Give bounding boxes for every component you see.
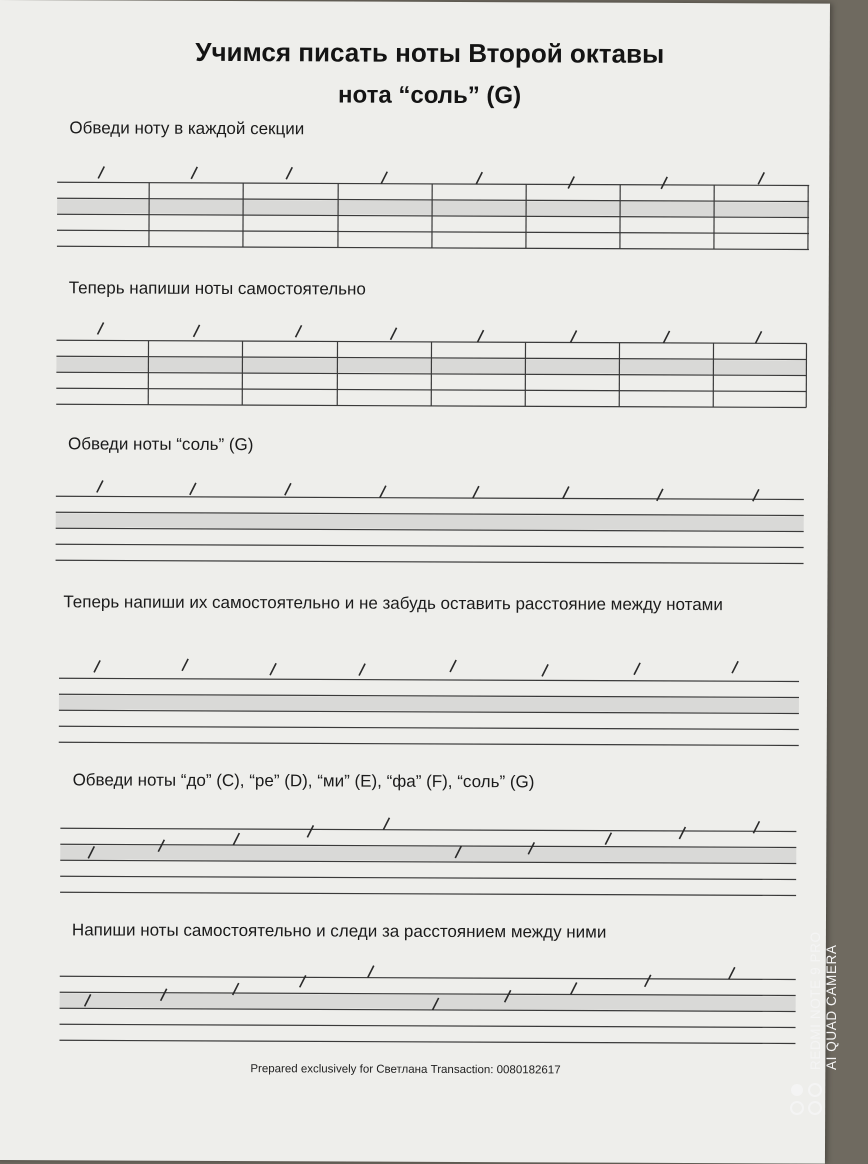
staff-line: [56, 544, 804, 547]
staff-line: [60, 892, 796, 895]
instruction-4: Теперь напиши их самостоятельно и не забудь оставить расстояние между нотами: [63, 590, 763, 616]
note-stroke: [679, 827, 685, 839]
staff-line: [59, 1040, 795, 1043]
note-stroke: [473, 486, 479, 498]
page-title: Учимся писать ноты Второй октавы: [0, 36, 860, 71]
shaded-line-band: [56, 513, 804, 530]
note-stroke: [391, 328, 397, 340]
staff-line: [60, 976, 796, 979]
staff-1: [57, 166, 809, 249]
staff-line: [60, 828, 796, 831]
note-stroke: [605, 833, 611, 845]
note-stroke: [758, 172, 764, 184]
shaded-line-band: [59, 695, 799, 712]
shaded-line-band: [57, 199, 809, 216]
staff-line: [56, 560, 804, 563]
note-stroke: [450, 660, 456, 672]
note-stroke: [381, 172, 387, 184]
staff-line: [57, 230, 809, 233]
note-stroke: [368, 966, 374, 978]
note-stroke: [97, 480, 103, 492]
footer-note: Prepared exclusively for Светлана Transaction: 0080182617: [250, 1063, 560, 1076]
note-stroke: [664, 331, 670, 343]
note-stroke: [729, 967, 735, 979]
staff-line: [57, 182, 809, 185]
note-stroke: [542, 664, 548, 676]
instruction-6: Напиши ноты самостоятельно и следи за расстоянием между ними: [72, 918, 607, 943]
note-stroke: [359, 664, 365, 676]
staff-line: [56, 496, 804, 499]
camera-lens-icon: [788, 1082, 828, 1128]
staff-line: [60, 876, 796, 879]
staff-line: [59, 678, 799, 681]
page-subtitle: нота “соль” (G): [0, 80, 860, 112]
note-stroke: [563, 486, 569, 498]
instruction-1: Обведи ноту в каждой секции: [69, 116, 304, 140]
staff-line: [59, 742, 799, 745]
note-stroke: [568, 176, 574, 188]
note-stroke: [571, 330, 577, 342]
note-stroke: [661, 177, 667, 189]
note-stroke: [732, 661, 738, 673]
staff-line: [60, 1024, 796, 1027]
note-stroke: [285, 483, 291, 495]
note-stroke: [476, 172, 482, 184]
note-stroke: [270, 663, 276, 675]
note-stroke: [98, 322, 104, 334]
camera-watermark: [786, 870, 830, 1130]
note-stroke: [634, 663, 640, 675]
shaded-line-band: [60, 993, 796, 1010]
staff-line: [57, 246, 809, 249]
camera-type: AI QUAD CAMERA: [824, 931, 840, 1070]
note-stroke: [645, 975, 651, 987]
staff-3: [56, 480, 804, 563]
note-stroke: [233, 833, 239, 845]
note-stroke: [98, 166, 104, 178]
staff-5: [60, 816, 796, 895]
instruction-5: Обведи ноты “до” (C), “ре” (D), “ми” (E), “фа” (F), “соль” (G): [73, 768, 535, 793]
camera-label: [808, 931, 840, 1070]
note-stroke: [756, 331, 762, 343]
instruction-2: Теперь напиши ноты самостоятельно: [69, 276, 366, 300]
note-stroke: [194, 325, 200, 337]
shaded-line-band: [60, 845, 796, 862]
note-stroke: [478, 330, 484, 342]
staff-2: [56, 322, 806, 407]
note-stroke: [94, 660, 100, 672]
staff-6: [59, 964, 795, 1043]
camera-model: REDMI NOTE 9 PRO: [808, 931, 824, 1070]
staff-4: [59, 658, 799, 745]
note-stroke: [296, 325, 302, 337]
note-stroke: [191, 167, 197, 179]
note-stroke: [383, 818, 389, 830]
staff-line: [59, 726, 799, 729]
instruction-3: Обведи ноты “соль” (G): [68, 432, 253, 456]
note-stroke: [571, 982, 577, 994]
note-stroke: [190, 483, 196, 495]
note-stroke: [307, 825, 313, 837]
note-stroke: [182, 659, 188, 671]
note-stroke: [380, 486, 386, 498]
note-stroke: [286, 167, 292, 179]
